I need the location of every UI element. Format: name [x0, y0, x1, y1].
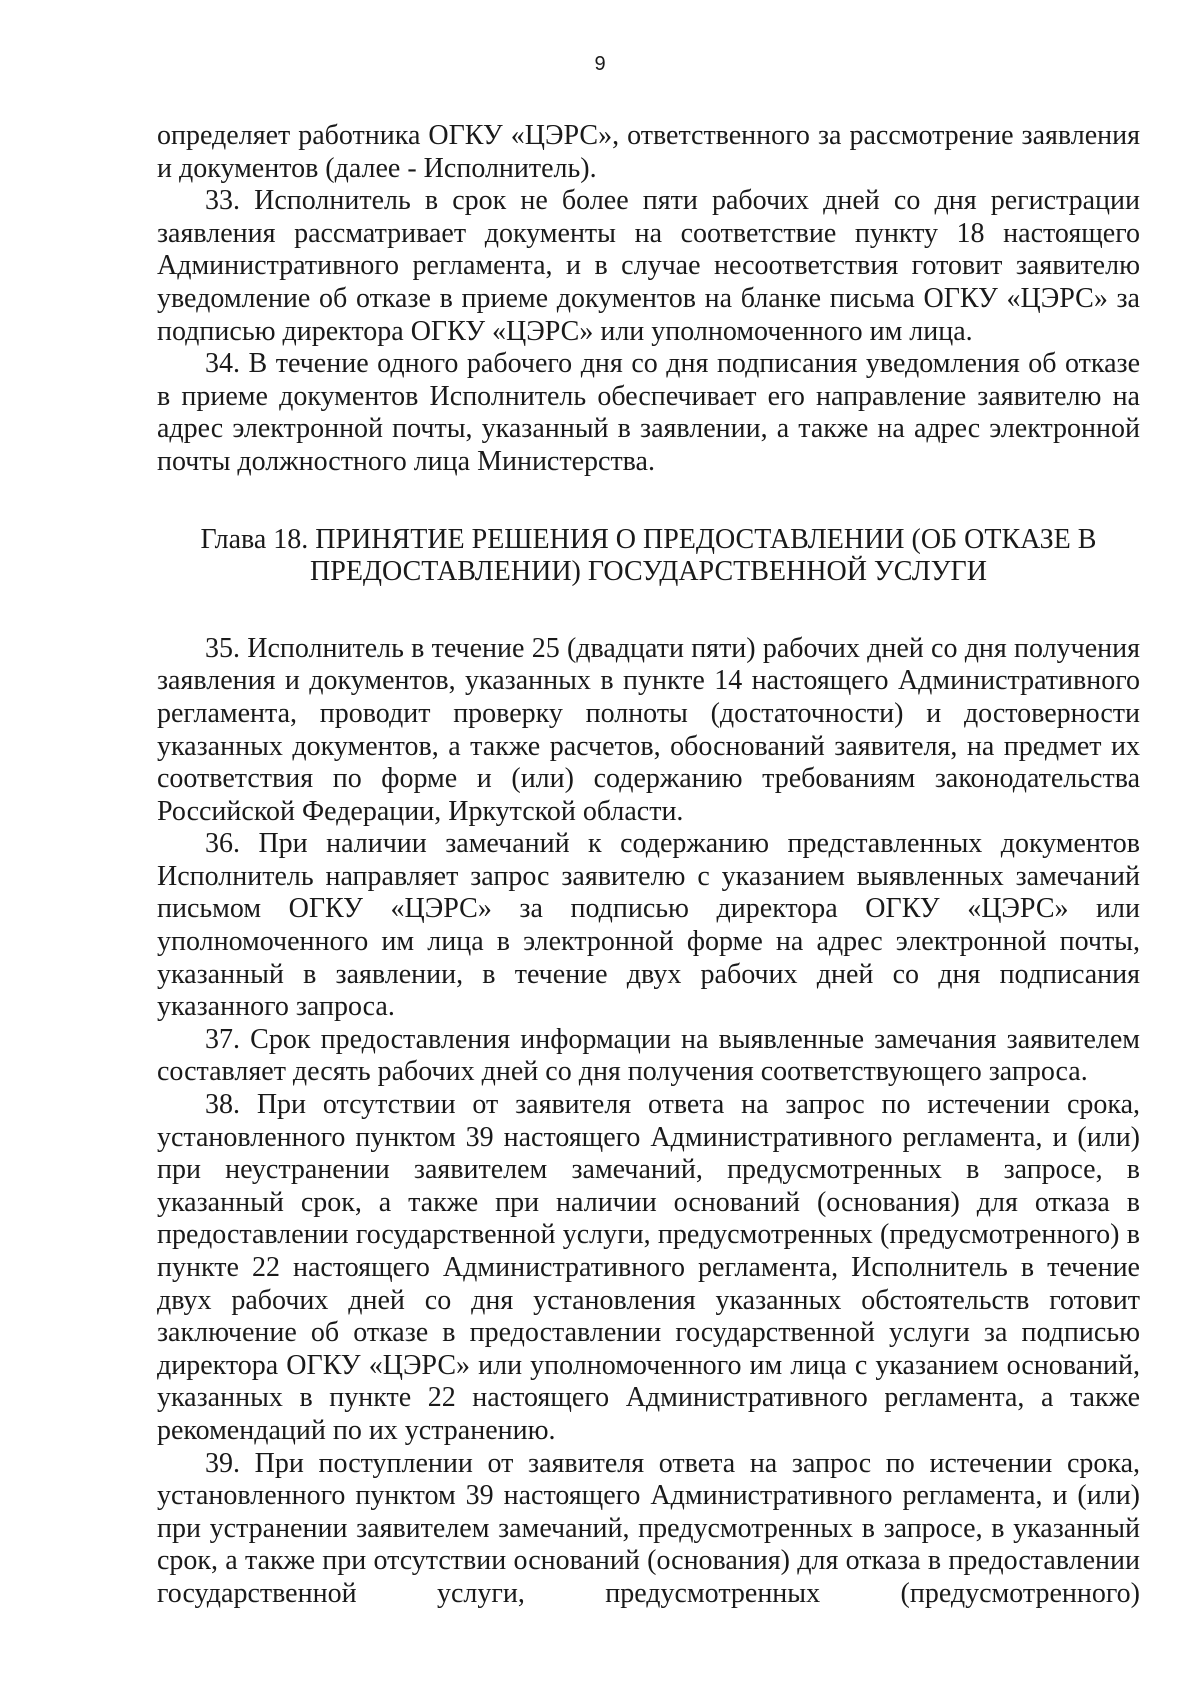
chapter-heading-line-2: ПРЕДОСТАВЛЕНИИ) ГОСУДАРСТВЕННОЙ УСЛУГИ	[310, 556, 987, 588]
page-number: 9	[594, 53, 606, 75]
chapter-heading-line-1: Глава 18. ПРИНЯТИЕ РЕШЕНИЯ О ПРЕДОСТАВЛЕНИИ (ОБ ОТКАЗЕ В	[200, 523, 1097, 555]
paragraph-38: 38. При отсутствии от заявителя ответа на запрос по истечении срока, установленного пунктом 39 настоящего Административного регламента, и (или) при неустранении заявителем замечаний, предусмотренных в запросе, в указанный срок, а также при наличии оснований (основания) для отказа в предоставлении государственной услуги, предусмотренных (предусмотренного) в пункте 22 настоящего Административного регламента, Исполнитель в течение двух рабочих дней со дня установления указанных обстоятельств готовит заключение об отказе в предоставлении государственной услуги за подписью директора ОГКУ «ЦЭРС» или уполномоченного им лица с указанием оснований, указанных в пункте 22 настоящего Административного регламента, а также рекомендаций по их устранению.	[157, 1089, 1140, 1446]
paragraph-33: 33. Исполнитель в срок не более пяти рабочих дней со дня регистрации заявления рассматривает документы на соответствие пункту 18 настоящего Административного регламента, и в случае несоответствия готовит заявителю уведомление об отказе в приеме документов на бланке письма ОГКУ «ЦЭРС» за подписью директора ОГКУ «ЦЭРС» или уполномоченного им лица.	[157, 185, 1140, 347]
paragraph-35: 35. Исполнитель в течение 25 (двадцати пяти) рабочих дней со дня получения заявления и документов, указанных в пункте 14 настоящего Административного регламента, проводит проверку полноты (достаточности) и достоверности указанных документов, а также расчетов, обоснований заявителя, на предмет их соответствия по форме и (или) содержанию требованиям законодательства Российской Федерации, Иркутской области.	[157, 632, 1140, 827]
paragraph-37: 37. Срок предоставления информации на выявленные замечания заявителем составляет десять рабочих дней со дня получения соответствующего запроса.	[157, 1023, 1140, 1088]
paragraph-36: 36. При наличии замечаний к содержанию представленных документов Исполнитель направляет запрос заявителю с указанием выявленных замечаний письмом ОГКУ «ЦЭРС» за подписью директора ОГКУ «ЦЭРС» или уполномоченного им лица в электронной форме на адрес электронной почты, указанный в заявлении, в течение двух рабочих дней со дня подписания указанного запроса.	[157, 828, 1140, 1023]
paragraph-39: 39. При поступлении от заявителя ответа на запрос по истечении срока, установленного пунктом 39 настоящего Административного регламента, и (или) при устранении заявителем замечаний, предусмотренных в запросе, в указанный срок, а также при отсутствии оснований (основания) для отказа в предоставлении государственной услуги, предусмотренных (предусмотренного)	[157, 1447, 1140, 1609]
paragraph-34: 34. В течение одного рабочего дня со дня подписания уведомления об отказе в приеме документов Исполнитель обеспечивает его направление заявителю на адрес электронной почты, указанный в заявлении, а также на адрес электронной почты должностного лица Министерства.	[157, 348, 1140, 477]
paragraph-continuation: определяет работника ОГКУ «ЦЭРС», ответственного за рассмотрение заявления и документов (далее - Исполнитель).	[157, 120, 1140, 184]
document-body	[157, 120, 1140, 1611]
chapter-heading	[157, 524, 1140, 589]
